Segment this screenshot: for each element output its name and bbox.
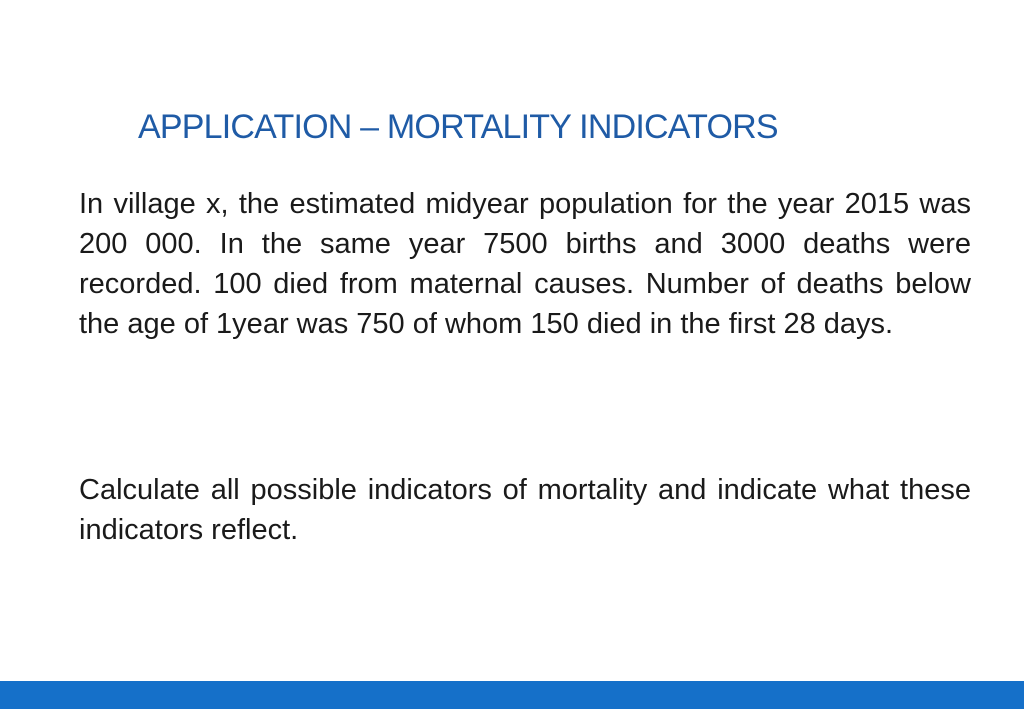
task-instruction-paragraph: Calculate all possible indicators of mortality and indicate what these indicators reflect. — [79, 474, 971, 546]
problem-statement-paragraph: In village x, the estimated midyear population for the year 2015 was 200 000. In the same year 7500 births and 3000 deaths were recorded. 100 died from maternal causes. Number of deaths below the age of 1year was 750 of whom 150 died in the first 28 days. — [79, 188, 971, 340]
slide-title: APPLICATION – MORTALITY INDICATORS — [138, 108, 778, 146]
footer-accent-bar — [0, 681, 1024, 709]
